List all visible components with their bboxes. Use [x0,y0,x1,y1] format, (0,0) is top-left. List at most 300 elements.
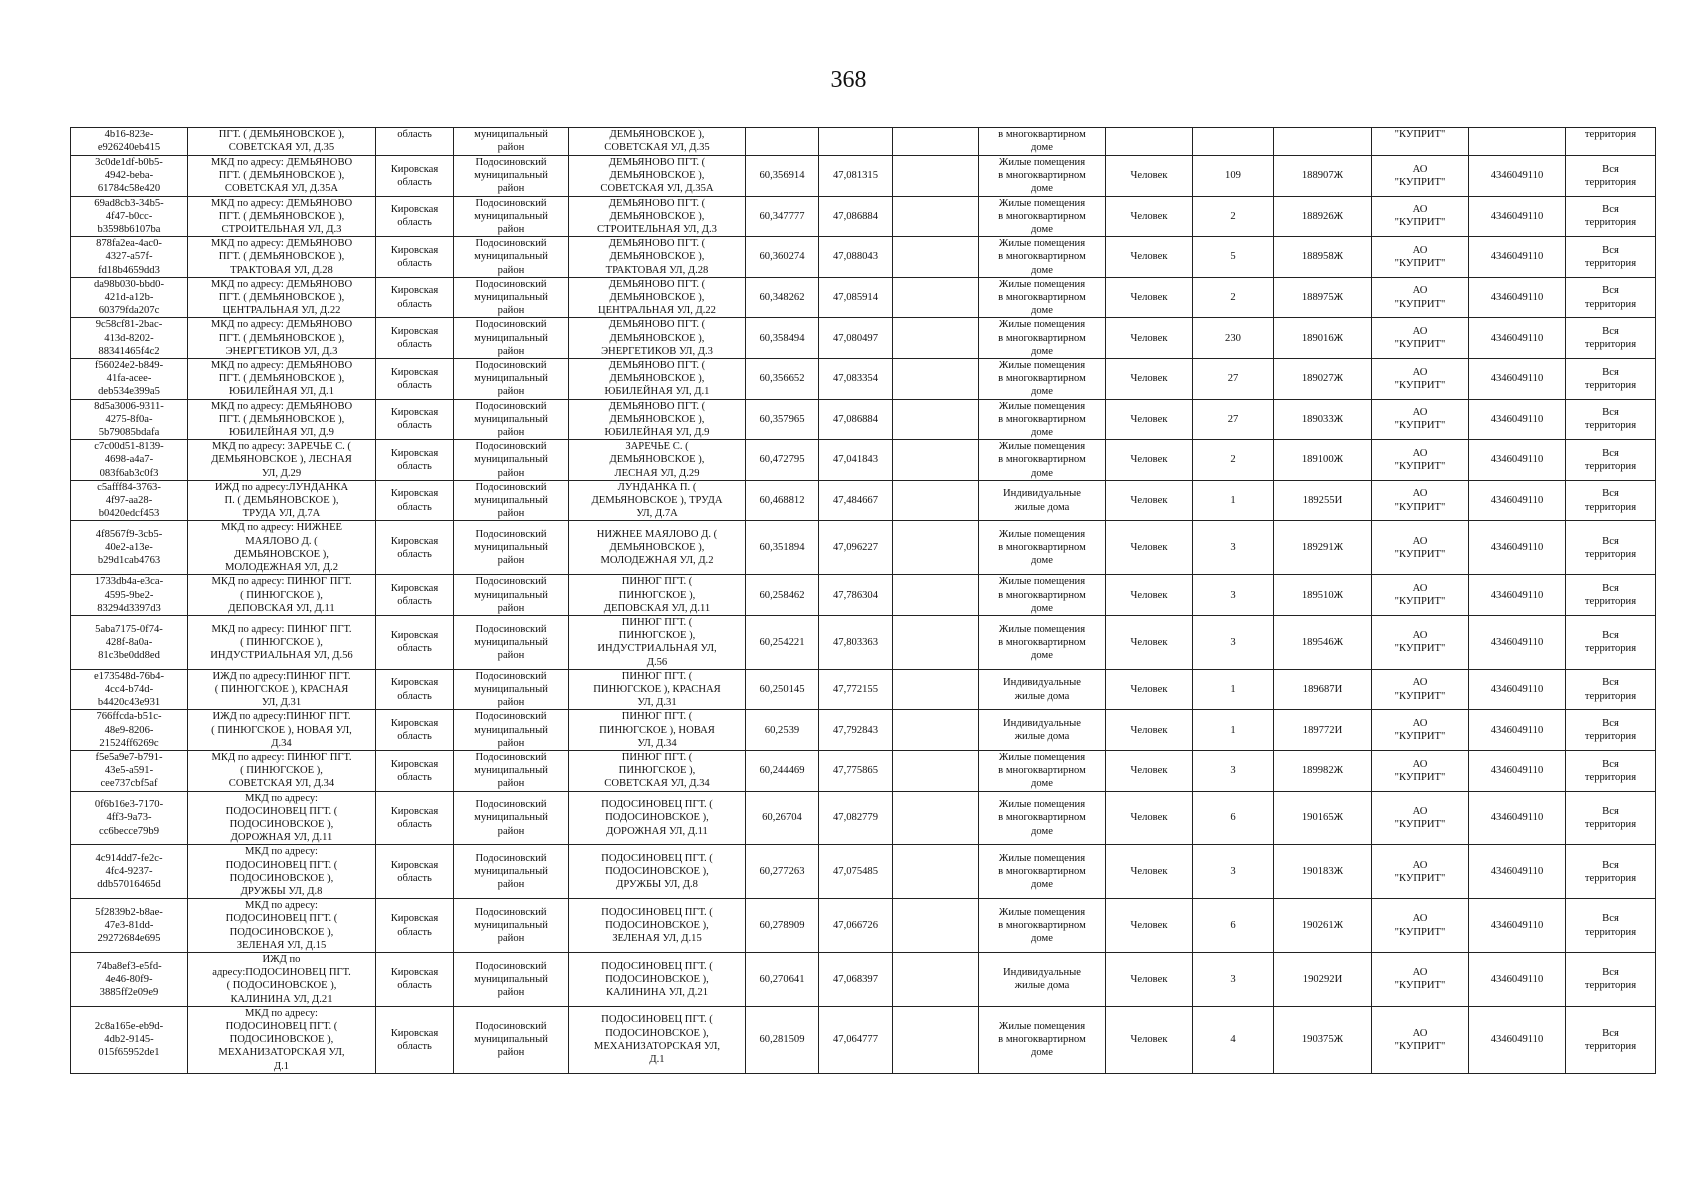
cell-blank-column [893,156,979,197]
cell-blank-column [893,899,979,953]
cell-region: Кировская область [376,750,454,791]
cell-address: ДЕМЬЯНОВО ПГТ. ( ДЕМЬЯНОВСКОЕ ), ЦЕНТРАЛЬНАЯ УЛ, Д.22 [569,277,746,318]
cell-unit: Человек [1106,750,1193,791]
cell-inn: 4346049110 [1469,1006,1566,1073]
table-row [71,399,1656,440]
cell-organization: АО "КУПРИТ" [1372,196,1469,237]
cell-inn: 4346049110 [1469,156,1566,197]
cell-object-category: Жилые помещения в многоквартирном доме [979,277,1106,318]
cell-latitude: 60,270641 [746,952,819,1006]
cell-organization: АО "КУПРИТ" [1372,359,1469,400]
cell-row-id: 878fa2ea-4ac0- 4327-a57f- fd18b4659dd3 [71,237,188,278]
cell-unit: Человек [1106,318,1193,359]
cell-longitude: 47,080497 [819,318,893,359]
cell-blank-column [893,128,979,156]
cell-object-name: МКД по адресу: ПИНЮГ ПГТ. ( ПИНЮГСКОЕ ), ИНДУСТРИАЛЬНАЯ УЛ, Д.56 [188,615,376,669]
table-row [71,521,1656,575]
cell-blank-column [893,791,979,845]
cell-territory: Вся территория [1566,359,1656,400]
cell-district: Подосиновский муниципальный район [454,156,569,197]
cell-unit: Человек [1106,575,1193,616]
cell-latitude: 60,472795 [746,440,819,481]
cell-longitude: 47,066726 [819,899,893,953]
cell-latitude: 60,347777 [746,196,819,237]
cell-unit: Человек [1106,669,1193,710]
cell-inn: 4346049110 [1469,440,1566,481]
cell-count: 3 [1193,575,1274,616]
table-row [71,615,1656,669]
cell-inn: 4346049110 [1469,277,1566,318]
cell-organization: АО "КУПРИТ" [1372,899,1469,953]
cell-object-name: ИЖД по адресу:ПОДОСИНОВЕЦ ПГТ. ( ПОДОСИНОВСКОЕ ), КАЛИНИНА УЛ, Д.21 [188,952,376,1006]
cell-address: ДЕМЬЯНОВО ПГТ. ( ДЕМЬЯНОВСКОЕ ), ТРАКТОВАЯ УЛ, Д.28 [569,237,746,278]
cell-object-name: МКД по адресу: ДЕМЬЯНОВО ПГТ. ( ДЕМЬЯНОВСКОЕ ), СТРОИТЕЛЬНАЯ УЛ, Д.3 [188,196,376,237]
cell-district: Подосиновский муниципальный район [454,277,569,318]
cell-inn: 4346049110 [1469,521,1566,575]
cell-code: 188958Ж [1274,237,1372,278]
cell-latitude: 60,358494 [746,318,819,359]
cell-address: ДЕМЬЯНОВО ПГТ. ( ДЕМЬЯНОВСКОЕ ), ЮБИЛЕЙНАЯ УЛ, Д.9 [569,399,746,440]
cell-latitude: 60,26704 [746,791,819,845]
cell-region: Кировская область [376,845,454,899]
cell-district: Подосиновский муниципальный район [454,318,569,359]
cell-object-category: Жилые помещения в многоквартирном доме [979,237,1106,278]
cell-row-id: c7c00d51-8139- 4698-a4a7- 083f6ab3c0f3 [71,440,188,481]
cell-row-id: 74ba8ef3-e5fd- 4e46-80f9- 3885ff2e09e9 [71,952,188,1006]
cell-address: НИЖНЕЕ МАЯЛОВО Д. ( ДЕМЬЯНОВСКОЕ ), МОЛОДЕЖНАЯ УЛ, Д.2 [569,521,746,575]
cell-object-category: Жилые помещения в многоквартирном доме [979,318,1106,359]
cell-longitude: 47,096227 [819,521,893,575]
cell-object-category: Индивидуальные жилые дома [979,480,1106,521]
cell-territory: Вся территория [1566,615,1656,669]
table-row [71,899,1656,953]
cell-region: Кировская область [376,196,454,237]
cell-inn: 4346049110 [1469,899,1566,953]
cell-count: 6 [1193,899,1274,953]
cell-count: 1 [1193,669,1274,710]
cell-territory: Вся территория [1566,480,1656,521]
cell-district: Подосиновский муниципальный район [454,575,569,616]
cell-object-category: Жилые помещения в многоквартирном доме [979,196,1106,237]
cell-territory: Вся территория [1566,277,1656,318]
cell-object-category: в многоквартирном доме [979,128,1106,156]
cell-row-id: 8d5a3006-9311- 4275-8f0a- 5b79085bdafa [71,399,188,440]
cell-code: 190261Ж [1274,899,1372,953]
cell-object-category: Жилые помещения в многоквартирном доме [979,575,1106,616]
cell-row-id: 69ad8cb3-34b5- 4f47-b0cc- b3598b6107ba [71,196,188,237]
cell-organization: АО "КУПРИТ" [1372,440,1469,481]
cell-district: Подосиновский муниципальный район [454,710,569,751]
cell-inn: 4346049110 [1469,237,1566,278]
cell-address: ПИНЮГ ПГТ. ( ПИНЮГСКОЕ ), ДЕПОВСКАЯ УЛ, Д.11 [569,575,746,616]
cell-count: 4 [1193,1006,1274,1073]
cell-inn: 4346049110 [1469,710,1566,751]
cell-territory: Вся территория [1566,750,1656,791]
cell-code: 189027Ж [1274,359,1372,400]
table-row [71,669,1656,710]
cell-address: ДЕМЬЯНОВО ПГТ. ( ДЕМЬЯНОВСКОЕ ), СОВЕТСКАЯ УЛ, Д.35А [569,156,746,197]
table-row [71,575,1656,616]
cell-inn: 4346049110 [1469,669,1566,710]
cell-blank-column [893,196,979,237]
cell-latitude: 60,254221 [746,615,819,669]
cell-organization: АО "КУПРИТ" [1372,710,1469,751]
cell-count: 230 [1193,318,1274,359]
cell-district: Подосиновский муниципальный район [454,1006,569,1073]
cell-longitude: 47,083354 [819,359,893,400]
cell-unit: Человек [1106,899,1193,953]
cell-territory: Вся территория [1566,669,1656,710]
cell-object-category: Жилые помещения в многоквартирном доме [979,521,1106,575]
cell-region: Кировская область [376,952,454,1006]
cell-longitude: 47,088043 [819,237,893,278]
cell-blank-column [893,359,979,400]
cell-territory: Вся территория [1566,575,1656,616]
cell-blank-column [893,710,979,751]
cell-territory: территория [1566,128,1656,156]
cell-longitude: 47,082779 [819,791,893,845]
cell-object-category: Жилые помещения в многоквартирном доме [979,156,1106,197]
cell-organization: АО "КУПРИТ" [1372,521,1469,575]
cell-territory: Вся территория [1566,440,1656,481]
cell-blank-column [893,575,979,616]
cell-inn: 4346049110 [1469,399,1566,440]
cell-code: 188975Ж [1274,277,1372,318]
cell-code: 188926Ж [1274,196,1372,237]
cell-object-name: ИЖД по адресу:ЛУНДАНКА П. ( ДЕМЬЯНОВСКОЕ ), ТРУДА УЛ, Д.7А [188,480,376,521]
cell-count: 3 [1193,845,1274,899]
table-row [71,196,1656,237]
cell-row-id: 9c58cf81-2bac- 413d-8202- 88341465f4c2 [71,318,188,359]
cell-address: ПОДОСИНОВЕЦ ПГТ. ( ПОДОСИНОВСКОЕ ), ЗЕЛЕНАЯ УЛ, Д.15 [569,899,746,953]
cell-unit: Человек [1106,277,1193,318]
cell-row-id: f56024e2-b849- 41fa-acee- deb534e399a5 [71,359,188,400]
cell-count: 5 [1193,237,1274,278]
cell-code: 190292И [1274,952,1372,1006]
cell-organization: АО "КУПРИТ" [1372,318,1469,359]
cell-organization: АО "КУПРИТ" [1372,750,1469,791]
cell-blank-column [893,237,979,278]
cell-unit: Человек [1106,237,1193,278]
cell-object-name: МКД по адресу: ПИНЮГ ПГТ. ( ПИНЮГСКОЕ ), СОВЕТСКАЯ УЛ, Д.34 [188,750,376,791]
cell-inn: 4346049110 [1469,196,1566,237]
cell-code: 189100Ж [1274,440,1372,481]
cell-district: Подосиновский муниципальный район [454,750,569,791]
cell-latitude: 60,356652 [746,359,819,400]
cell-inn: 4346049110 [1469,750,1566,791]
cell-region: Кировская область [376,669,454,710]
table-row [71,277,1656,318]
cell-unit: Человек [1106,615,1193,669]
cell-organization: АО "КУПРИТ" [1372,399,1469,440]
cell-blank-column [893,1006,979,1073]
cell-code: 189033Ж [1274,399,1372,440]
cell-district: Подосиновский муниципальный район [454,615,569,669]
cell-blank-column [893,615,979,669]
cell-organization: АО "КУПРИТ" [1372,952,1469,1006]
cell-longitude: 47,086884 [819,196,893,237]
cell-object-name: МКД по адресу: ПОДОСИНОВЕЦ ПГТ. ( ПОДОСИНОВСКОЕ ), МЕХАНИЗАТОРСКАЯ УЛ, Д.1 [188,1006,376,1073]
cell-longitude: 47,081315 [819,156,893,197]
cell-object-name: МКД по адресу: ДЕМЬЯНОВО ПГТ. ( ДЕМЬЯНОВСКОЕ ), ЦЕНТРАЛЬНАЯ УЛ, Д.22 [188,277,376,318]
cell-inn: 4346049110 [1469,480,1566,521]
cell-region: Кировская область [376,399,454,440]
table-row [71,318,1656,359]
cell-district: Подосиновский муниципальный район [454,669,569,710]
cell-latitude: 60,244469 [746,750,819,791]
cell-territory: Вся территория [1566,237,1656,278]
cell-object-name: МКД по адресу: НИЖНЕЕ МАЯЛОВО Д. ( ДЕМЬЯНОВСКОЕ ), МОЛОДЕЖНАЯ УЛ, Д.2 [188,521,376,575]
cell-region: Кировская область [376,156,454,197]
cell-count: 3 [1193,750,1274,791]
cell-count: 1 [1193,710,1274,751]
cell-object-name: МКД по адресу: ПОДОСИНОВЕЦ ПГТ. ( ПОДОСИНОВСКОЕ ), ДОРОЖНАЯ УЛ, Д.11 [188,791,376,845]
cell-territory: Вся территория [1566,710,1656,751]
cell-address: ЗАРЕЧЬЕ С. ( ДЕМЬЯНОВСКОЕ ), ЛЕСНАЯ УЛ, Д.29 [569,440,746,481]
cell-territory: Вся территория [1566,521,1656,575]
cell-count: 2 [1193,196,1274,237]
cell-count: 2 [1193,440,1274,481]
cell-code: 189255И [1274,480,1372,521]
cell-code: 189291Ж [1274,521,1372,575]
cell-district: Подосиновский муниципальный район [454,952,569,1006]
cell-organization: АО "КУПРИТ" [1372,615,1469,669]
cell-object-name: МКД по адресу: ЗАРЕЧЬЕ С. ( ДЕМЬЯНОВСКОЕ ), ЛЕСНАЯ УЛ, Д.29 [188,440,376,481]
cell-latitude: 60,348262 [746,277,819,318]
cell-region: Кировская область [376,575,454,616]
cell-row-id: 3c0de1df-b0b5- 4942-beba- 61784c58e420 [71,156,188,197]
cell-object-category: Индивидуальные жилые дома [979,952,1106,1006]
cell-row-id: 4b16-823e- e926240eb415 [71,128,188,156]
cell-object-category: Жилые помещения в многоквартирном доме [979,440,1106,481]
cell-territory: Вся территория [1566,791,1656,845]
table-row [71,952,1656,1006]
cell-district: Подосиновский муниципальный район [454,399,569,440]
cell-region: область [376,128,454,156]
cell-region: Кировская область [376,359,454,400]
cell-unit: Человек [1106,845,1193,899]
cell-district: Подосиновский муниципальный район [454,359,569,400]
cell-code [1274,128,1372,156]
cell-region: Кировская область [376,440,454,481]
cell-row-id: 5aba7175-0f74- 428f-8a0a- 81c3be0dd8ed [71,615,188,669]
cell-count: 3 [1193,615,1274,669]
cell-address: ПОДОСИНОВЕЦ ПГТ. ( ПОДОСИНОВСКОЕ ), МЕХАНИЗАТОРСКАЯ УЛ, Д.1 [569,1006,746,1073]
cell-territory: Вся территория [1566,952,1656,1006]
cell-address: ПИНЮГ ПГТ. ( ПИНЮГСКОЕ ), КРАСНАЯ УЛ, Д.31 [569,669,746,710]
cell-object-category: Индивидуальные жилые дома [979,669,1106,710]
cell-territory: Вся территория [1566,399,1656,440]
cell-count: 2 [1193,277,1274,318]
cell-object-category: Индивидуальные жилые дома [979,710,1106,751]
cell-unit: Человек [1106,1006,1193,1073]
cell-unit: Человек [1106,399,1193,440]
cell-row-id: 4f8567f9-3cb5- 40e2-a13e- b29d1cab4763 [71,521,188,575]
table-row [71,750,1656,791]
cell-longitude: 47,064777 [819,1006,893,1073]
cell-object-name: МКД по адресу: ДЕМЬЯНОВО ПГТ. ( ДЕМЬЯНОВСКОЕ ), ТРАКТОВАЯ УЛ, Д.28 [188,237,376,278]
cell-code: 189772И [1274,710,1372,751]
cell-district: Подосиновский муниципальный район [454,899,569,953]
cell-organization: АО "КУПРИТ" [1372,277,1469,318]
cell-count: 109 [1193,156,1274,197]
cell-inn: 4346049110 [1469,845,1566,899]
table-row [71,440,1656,481]
cell-object-name: ИЖД по адресу:ПИНЮГ ПГТ. ( ПИНЮГСКОЕ ), НОВАЯ УЛ, Д.34 [188,710,376,751]
cell-latitude: 60,356914 [746,156,819,197]
cell-count [1193,128,1274,156]
cell-organization: АО "КУПРИТ" [1372,156,1469,197]
cell-organization: АО "КУПРИТ" [1372,669,1469,710]
table-row [71,156,1656,197]
cell-territory: Вся территория [1566,845,1656,899]
cell-region: Кировская область [376,480,454,521]
cell-longitude: 47,775865 [819,750,893,791]
cell-object-name: МКД по адресу: ДЕМЬЯНОВО ПГТ. ( ДЕМЬЯНОВСКОЕ ), ЭНЕРГЕТИКОВ УЛ, Д.3 [188,318,376,359]
cell-blank-column [893,750,979,791]
cell-territory: Вся территория [1566,156,1656,197]
cell-latitude: 60,468812 [746,480,819,521]
cell-inn: 4346049110 [1469,952,1566,1006]
cell-blank-column [893,440,979,481]
cell-unit: Человек [1106,156,1193,197]
cell-district: Подосиновский муниципальный район [454,480,569,521]
page-number: 368 [830,67,867,93]
cell-district: Подосиновский муниципальный район [454,845,569,899]
cell-blank-column [893,277,979,318]
cell-count: 3 [1193,952,1274,1006]
cell-longitude: 47,792843 [819,710,893,751]
cell-organization: "КУПРИТ" [1372,128,1469,156]
cell-latitude: 60,258462 [746,575,819,616]
cell-district: Подосиновский муниципальный район [454,237,569,278]
cell-object-name: ИЖД по адресу:ПИНЮГ ПГТ. ( ПИНЮГСКОЕ ), КРАСНАЯ УЛ, Д.31 [188,669,376,710]
cell-latitude: 60,357965 [746,399,819,440]
cell-latitude [746,128,819,156]
cell-address: ДЕМЬЯНОВО ПГТ. ( ДЕМЬЯНОВСКОЕ ), ЭНЕРГЕТИКОВ УЛ, Д.3 [569,318,746,359]
table-row [71,1006,1656,1073]
cell-row-id: c5afff84-3763- 4f97-aa28- b0420edcf453 [71,480,188,521]
cell-unit: Человек [1106,480,1193,521]
cell-longitude: 47,086884 [819,399,893,440]
cell-count: 1 [1193,480,1274,521]
cell-row-id: 5f2839b2-b8ae- 47e3-81dd- 29272684e695 [71,899,188,953]
cell-count: 27 [1193,359,1274,400]
table-row [71,480,1656,521]
cell-object-name: МКД по адресу: ПИНЮГ ПГТ. ( ПИНЮГСКОЕ ), ДЕПОВСКАЯ УЛ, Д.11 [188,575,376,616]
cell-district: Подосиновский муниципальный район [454,521,569,575]
cell-address: ЛУНДАНКА П. ( ДЕМЬЯНОВСКОЕ ), ТРУДА УЛ, Д.7А [569,480,746,521]
cell-latitude: 60,281509 [746,1006,819,1073]
cell-code: 189546Ж [1274,615,1372,669]
cell-unit: Человек [1106,196,1193,237]
cell-unit: Человек [1106,521,1193,575]
cell-address: ПИНЮГ ПГТ. ( ПИНЮГСКОЕ ), ИНДУСТРИАЛЬНАЯ УЛ, Д.56 [569,615,746,669]
cell-row-id: e173548d-76b4- 4cc4-b74d- b4420c43e931 [71,669,188,710]
cell-count: 27 [1193,399,1274,440]
cell-organization: АО "КУПРИТ" [1372,845,1469,899]
cell-blank-column [893,952,979,1006]
cell-object-name: МКД по адресу: ДЕМЬЯНОВО ПГТ. ( ДЕМЬЯНОВСКОЕ ), СОВЕТСКАЯ УЛ, Д.35А [188,156,376,197]
cell-longitude: 47,075485 [819,845,893,899]
cell-region: Кировская область [376,318,454,359]
cell-inn: 4346049110 [1469,318,1566,359]
cell-row-id: 2c8a165e-eb9d- 4db2-9145- 015f65952de1 [71,1006,188,1073]
cell-address: ПИНЮГ ПГТ. ( ПИНЮГСКОЕ ), СОВЕТСКАЯ УЛ, Д.34 [569,750,746,791]
cell-blank-column [893,399,979,440]
cell-address: ДЕМЬЯНОВО ПГТ. ( ДЕМЬЯНОВСКОЕ ), СТРОИТЕЛЬНАЯ УЛ, Д.3 [569,196,746,237]
cell-code: 189016Ж [1274,318,1372,359]
cell-inn: 4346049110 [1469,575,1566,616]
cell-object-name: МКД по адресу: ДЕМЬЯНОВО ПГТ. ( ДЕМЬЯНОВСКОЕ ), ЮБИЛЕЙНАЯ УЛ, Д.1 [188,359,376,400]
cell-row-id: 4c914dd7-fe2c- 4fc4-9237- ddb57016465d [71,845,188,899]
cell-count: 3 [1193,521,1274,575]
cell-latitude: 60,351894 [746,521,819,575]
cell-object-name: МКД по адресу: ПОДОСИНОВЕЦ ПГТ. ( ПОДОСИНОВСКОЕ ), ЗЕЛЕНАЯ УЛ, Д.15 [188,899,376,953]
cell-code: 190375Ж [1274,1006,1372,1073]
cell-inn [1469,128,1566,156]
cell-latitude: 60,2539 [746,710,819,751]
table-row [71,128,1656,156]
cell-address: ДЕМЬЯНОВО ПГТ. ( ДЕМЬЯНОВСКОЕ ), ЮБИЛЕЙНАЯ УЛ, Д.1 [569,359,746,400]
cell-code: 189687И [1274,669,1372,710]
cell-unit: Человек [1106,952,1193,1006]
cell-organization: АО "КУПРИТ" [1372,1006,1469,1073]
cell-unit: Человек [1106,791,1193,845]
cell-region: Кировская область [376,277,454,318]
cell-inn: 4346049110 [1469,615,1566,669]
cell-latitude: 60,360274 [746,237,819,278]
cell-longitude: 47,068397 [819,952,893,1006]
cell-latitude: 60,250145 [746,669,819,710]
cell-organization: АО "КУПРИТ" [1372,480,1469,521]
cell-object-category: Жилые помещения в многоквартирном доме [979,399,1106,440]
cell-row-id: da98b030-bbd0- 421d-a12b- 60379fda207c [71,277,188,318]
cell-longitude: 47,041843 [819,440,893,481]
table-row [71,845,1656,899]
cell-blank-column [893,669,979,710]
cell-district: Подосиновский муниципальный район [454,440,569,481]
cell-code: 189982Ж [1274,750,1372,791]
cell-organization: АО "КУПРИТ" [1372,237,1469,278]
cell-row-id: 766ffcda-b51c- 48e9-8206- 21524ff6269c [71,710,188,751]
cell-object-category: Жилые помещения в многоквартирном доме [979,750,1106,791]
cell-blank-column [893,845,979,899]
cell-unit: Человек [1106,359,1193,400]
cell-row-id: 0f6b16e3-7170- 4ff3-9a73- cc6becce79b9 [71,791,188,845]
cell-territory: Вся территория [1566,318,1656,359]
cell-unit: Человек [1106,440,1193,481]
cell-address: ПИНЮГ ПГТ. ( ПИНЮГСКОЕ ), НОВАЯ УЛ, Д.34 [569,710,746,751]
cell-region: Кировская область [376,1006,454,1073]
cell-object-category: Жилые помещения в многоквартирном доме [979,791,1106,845]
cell-address: ПОДОСИНОВЕЦ ПГТ. ( ПОДОСИНОВСКОЕ ), ДРУЖБЫ УЛ, Д.8 [569,845,746,899]
cell-latitude: 60,278909 [746,899,819,953]
table-row [71,791,1656,845]
cell-address: ДЕМЬЯНОВСКОЕ ), СОВЕТСКАЯ УЛ, Д.35 [569,128,746,156]
cell-longitude: 47,803363 [819,615,893,669]
cell-object-category: Жилые помещения в многоквартирном доме [979,845,1106,899]
cell-region: Кировская область [376,791,454,845]
cell-unit [1106,128,1193,156]
cell-inn: 4346049110 [1469,791,1566,845]
cell-code: 190183Ж [1274,845,1372,899]
cell-row-id: 1733db4a-e3ca- 4595-9be2- 83294d3397d3 [71,575,188,616]
cell-region: Кировская область [376,899,454,953]
cell-longitude: 47,772155 [819,669,893,710]
cell-district: муниципальный район [454,128,569,156]
table-row [71,237,1656,278]
